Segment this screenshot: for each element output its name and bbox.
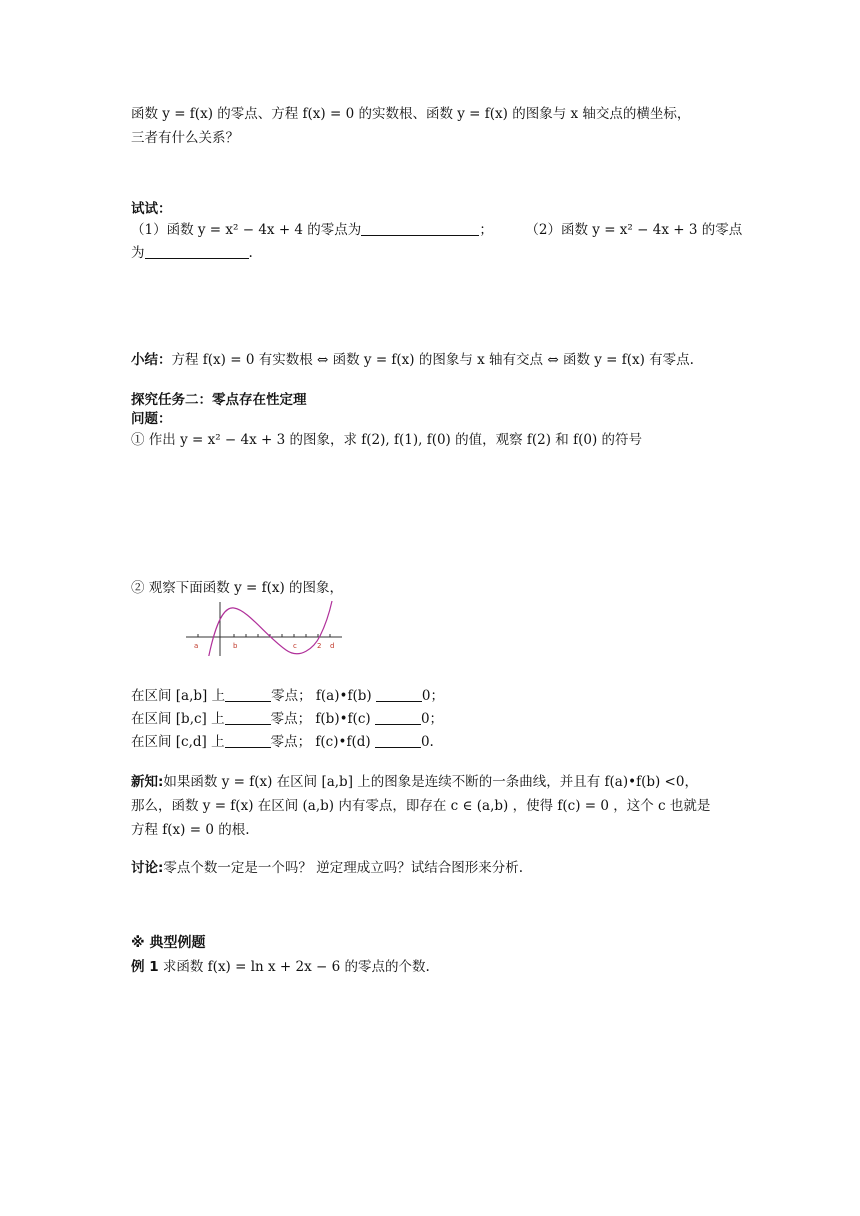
example-1-label: 例 1 [131, 959, 159, 975]
graph-label-b: b [233, 642, 238, 650]
sign-blank-ab[interactable] [376, 687, 422, 702]
summary-text: 方程 f(x) = 0 有实数根 ⇔ 函数 y = f(x) 的图象与 x 轴有交点 ⇔ 函数 y = f(x) 有零点. [171, 352, 694, 368]
task2-heading: 探究任务二：零点存在性定理 [131, 392, 307, 408]
answer-blank-1[interactable] [361, 221, 479, 236]
try-items-line [131, 220, 743, 240]
function-graph [186, 600, 346, 656]
sign-blank-bc[interactable] [375, 710, 421, 725]
function-curve [208, 601, 335, 656]
interval-row-ab [131, 686, 731, 706]
answer-blank-2[interactable] [145, 244, 249, 259]
graph-label-c: c [293, 642, 297, 650]
graph-label-a: a [194, 642, 199, 650]
interval-mid: 零点； f(a)•f(b) [271, 688, 372, 704]
example-1-text: 求函数 f(x) = ln x + 2x − 6 的零点的个数. [162, 959, 430, 975]
example-1-line [131, 957, 731, 977]
interval-pre: 在区间 [b,c] 上 [131, 711, 225, 727]
sign-blank-cd[interactable] [375, 733, 421, 748]
interval-row-bc [131, 709, 731, 729]
new-knowledge-line-3: 方程 f(x) = 0 的根. [131, 822, 250, 838]
intro-line-1: 函数 y = f(x) 的零点、方程 f(x) = 0 的实数根、函数 y = f(x) 的图象与 x 轴交点的横坐标， [131, 106, 691, 122]
try-item-2: （2）函数 y = x² − 4x + 3 的零点 [525, 222, 743, 238]
new-knowledge-line-2: 那么，函数 y = f(x) 在区间 (a,b) 内有零点，即存在 c ∈ (a,b) ，使得 f(c) = 0 ，这个 c 也就是 [131, 798, 711, 814]
discussion-line [131, 858, 731, 878]
try-item-2-cont-line [131, 243, 731, 263]
try-item-1-end: ； [479, 222, 493, 238]
try-item-2-cont: 为 [131, 245, 145, 261]
interval-row-cd [131, 732, 731, 752]
discussion-text: 零点个数一定是一个吗？ 逆定理成立吗？试结合图形来分析. [163, 860, 523, 876]
new-knowledge-text-1: 如果函数 y = f(x) 在区间 [a,b] 上的图象是连续不断的一条曲线，并且有 f(a)•f(b) <0， [163, 774, 698, 790]
interval-mid: 零点； f(c)•f(d) [270, 734, 371, 750]
interval-mid: 零点； f(b)•f(c) [270, 711, 371, 727]
intro-line-2: 三者有什么关系？ [131, 130, 239, 146]
question-label: 问题： [131, 411, 172, 427]
try-item-1: （1）函数 y = x² − 4x + 4 的零点为 [131, 222, 362, 238]
interval-pre: 在区间 [c,d] 上 [131, 734, 225, 750]
discussion-label: 讨论: [131, 860, 164, 876]
interval-post: 0； [420, 711, 444, 727]
count-blank-ab[interactable] [225, 687, 271, 702]
summary-line [131, 350, 731, 370]
summary-label: 小结： [131, 352, 172, 368]
question-2: ② 观察下面函数 y = f(x) 的图象， [131, 580, 344, 596]
new-knowledge-label: 新知: [131, 774, 164, 790]
count-blank-cd[interactable] [225, 733, 271, 748]
graph-label-d: d [330, 642, 335, 650]
examples-heading: ※ 典型例题 [131, 935, 206, 951]
count-blank-bc[interactable] [225, 710, 271, 725]
try-item-2-end: . [248, 245, 253, 261]
interval-post: 0； [421, 688, 445, 704]
question-1: ① 作出 y = x² − 4x + 3 的图象，求 f(2), f(1), f(0) 的值，观察 f(2) 和 f(0) 的符号 [131, 432, 643, 448]
new-knowledge-line-1 [131, 772, 731, 792]
interval-pre: 在区间 [a,b] 上 [131, 688, 226, 704]
try-heading: 试试： [131, 201, 172, 217]
graph-label-2: 2 [317, 642, 322, 650]
interval-post: 0. [420, 734, 434, 750]
